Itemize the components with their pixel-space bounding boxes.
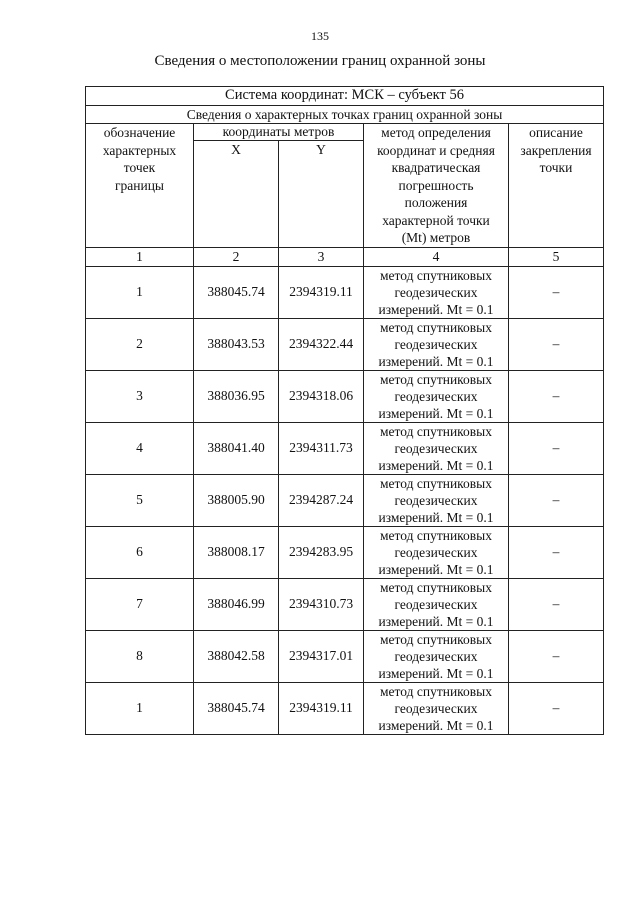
header-x: X <box>194 141 279 248</box>
method-cell <box>364 474 509 526</box>
method-line: метод спутниковых <box>380 579 492 595</box>
point-designation-cell: 5 <box>86 474 194 526</box>
method-line: геодезических <box>394 596 478 612</box>
description-cell: – <box>509 682 604 734</box>
x-coordinate-cell: 388043.53 <box>194 318 279 370</box>
point-designation-cell: 3 <box>86 370 194 422</box>
method-line: измерений. Mt = 0.1 <box>378 717 494 733</box>
header-designation-line: точек <box>123 160 156 175</box>
table-row <box>86 474 604 526</box>
y-coordinate-cell: 2394322.44 <box>279 318 364 370</box>
header-method-line: погрешность <box>398 177 474 193</box>
table-row <box>86 422 604 474</box>
table-row <box>86 318 604 370</box>
description-cell: – <box>509 474 604 526</box>
method-line: метод спутниковых <box>380 423 492 439</box>
header-method <box>364 124 509 248</box>
point-designation-cell: 4 <box>86 422 194 474</box>
method-line: метод спутниковых <box>380 475 492 491</box>
header-designation <box>86 124 194 248</box>
method-line: измерений. Mt = 0.1 <box>378 665 494 681</box>
method-line: геодезических <box>394 700 478 716</box>
x-coordinate-cell: 388036.95 <box>194 370 279 422</box>
column-number: 2 <box>194 248 279 267</box>
table-row <box>86 682 604 734</box>
description-cell: – <box>509 422 604 474</box>
header-description-line: описание <box>529 125 583 140</box>
method-line: измерений. Mt = 0.1 <box>378 405 494 421</box>
point-designation-cell: 7 <box>86 578 194 630</box>
method-line: метод спутниковых <box>380 371 492 387</box>
method-line: измерений. Mt = 0.1 <box>378 613 494 629</box>
header-description-line: точки <box>539 160 573 175</box>
table-row <box>86 266 604 318</box>
method-line: измерений. Mt = 0.1 <box>378 353 494 369</box>
method-line: геодезических <box>394 544 478 560</box>
method-line: метод спутниковых <box>380 267 492 283</box>
point-designation-cell: 6 <box>86 526 194 578</box>
points-caption-label: Сведения о характерных точках границ охранной зоны <box>86 105 604 124</box>
header-method-line: координат и средняя <box>377 142 495 158</box>
method-line: геодезических <box>394 648 478 664</box>
header-designation-line: границы <box>114 177 165 193</box>
method-cell <box>364 370 509 422</box>
method-line: измерений. Mt = 0.1 <box>378 509 494 525</box>
y-coordinate-cell: 2394319.11 <box>279 266 364 318</box>
table-row <box>86 578 604 630</box>
header-y: Y <box>279 141 364 248</box>
document-title: Сведения о местоположении границ охранной зоны <box>154 53 486 69</box>
header-description <box>509 124 604 248</box>
point-designation-cell: 1 <box>86 682 194 734</box>
header-method-line: характерной точки <box>382 212 490 228</box>
method-line: измерений. Mt = 0.1 <box>378 457 494 473</box>
method-line: измерений. Mt = 0.1 <box>378 561 494 577</box>
method-line: метод спутниковых <box>380 683 492 699</box>
point-designation-cell: 1 <box>86 266 194 318</box>
method-cell <box>364 526 509 578</box>
coordinate-system-label: Система координат: МСК – субъект 56 <box>86 87 604 106</box>
table-row <box>86 370 604 422</box>
x-coordinate-cell: 388046.99 <box>194 578 279 630</box>
method-cell <box>364 422 509 474</box>
method-line: метод спутниковых <box>380 631 492 647</box>
x-coordinate-cell: 388005.90 <box>194 474 279 526</box>
method-cell <box>364 266 509 318</box>
method-line: измерений. Mt = 0.1 <box>378 301 494 317</box>
header-coordinates: координаты метров <box>194 124 364 141</box>
description-cell: – <box>509 526 604 578</box>
method-line: геодезических <box>394 336 478 352</box>
y-coordinate-cell: 2394283.95 <box>279 526 364 578</box>
method-line: геодезических <box>394 492 478 508</box>
point-designation-cell: 8 <box>86 630 194 682</box>
y-coordinate-cell: 2394317.01 <box>279 630 364 682</box>
header-method-line: метод определения <box>381 125 491 140</box>
y-coordinate-cell: 2394319.11 <box>279 682 364 734</box>
header-designation-line: обозначение <box>103 125 176 140</box>
method-cell <box>364 682 509 734</box>
y-coordinate-cell: 2394287.24 <box>279 474 364 526</box>
boundary-points-table <box>85 86 604 735</box>
method-line: геодезических <box>394 388 478 404</box>
header-method-line: положения <box>404 195 468 210</box>
method-cell <box>364 318 509 370</box>
column-number: 4 <box>364 248 509 267</box>
method-cell <box>364 630 509 682</box>
coordinate-system-row <box>86 87 604 106</box>
table-row <box>86 630 604 682</box>
x-coordinate-cell: 388041.40 <box>194 422 279 474</box>
method-cell <box>364 578 509 630</box>
method-line: метод спутниковых <box>380 319 492 335</box>
method-line: геодезических <box>394 440 478 456</box>
points-caption-row <box>86 105 604 124</box>
table-row <box>86 526 604 578</box>
x-coordinate-cell: 388045.74 <box>194 682 279 734</box>
column-number: 3 <box>279 248 364 267</box>
header-description-line: закрепления <box>520 142 592 158</box>
header-method-line: квадратическая <box>391 160 481 175</box>
page-number: 135 <box>311 29 329 43</box>
point-designation-cell: 2 <box>86 318 194 370</box>
header-designation-line: характерных <box>102 142 177 158</box>
description-cell: – <box>509 318 604 370</box>
x-coordinate-cell: 388008.17 <box>194 526 279 578</box>
y-coordinate-cell: 2394311.73 <box>279 422 364 474</box>
x-coordinate-cell: 388045.74 <box>194 266 279 318</box>
description-cell: – <box>509 630 604 682</box>
description-cell: – <box>509 370 604 422</box>
column-number: 1 <box>86 248 194 267</box>
header-row-1 <box>86 124 604 141</box>
x-coordinate-cell: 388042.58 <box>194 630 279 682</box>
method-line: метод спутниковых <box>380 527 492 543</box>
y-coordinate-cell: 2394310.73 <box>279 578 364 630</box>
header-method-line: (Mt) метров <box>401 230 471 245</box>
column-number: 5 <box>509 248 604 267</box>
column-number-row <box>86 248 604 267</box>
y-coordinate-cell: 2394318.06 <box>279 370 364 422</box>
method-line: геодезических <box>394 284 478 300</box>
description-cell: – <box>509 578 604 630</box>
description-cell: – <box>509 266 604 318</box>
